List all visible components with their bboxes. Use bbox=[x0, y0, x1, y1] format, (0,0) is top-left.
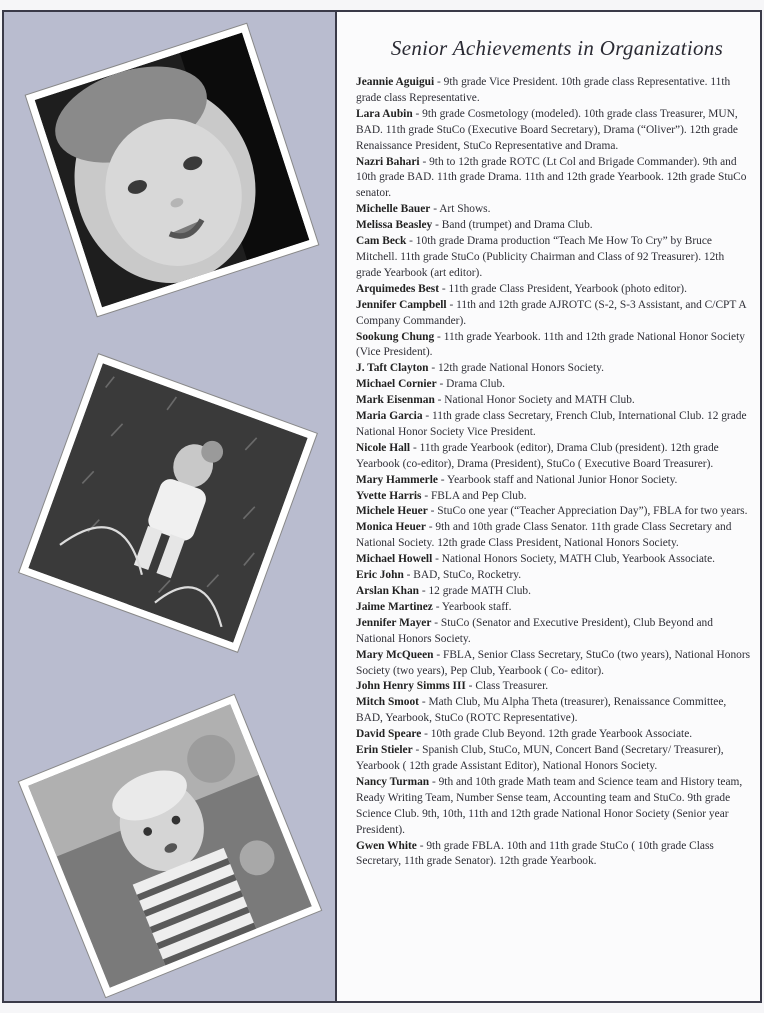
student-name: Monica Heuer bbox=[356, 521, 426, 534]
achievements-list bbox=[346, 75, 756, 870]
achievement-text: - 11th grade Yearbook (editor), Drama Club (president). 12th grade Yearbook (co-editor), Drama (President), StuCo ( Executive Board Treasurer). bbox=[356, 441, 719, 470]
achievements-column bbox=[346, 22, 756, 997]
achievement-entry bbox=[356, 218, 752, 234]
toddler-on-grass-image bbox=[28, 363, 307, 642]
student-name: John Henry Simms III bbox=[356, 680, 466, 693]
achievement-entry bbox=[356, 409, 752, 441]
achievement-entry bbox=[356, 377, 752, 393]
achievement-entry bbox=[356, 473, 752, 489]
achievement-text: - FBLA and Pep Club. bbox=[421, 489, 527, 502]
student-name: Jennifer Mayer bbox=[356, 616, 432, 629]
achievement-text: - 12 grade MATH Club. bbox=[418, 585, 531, 597]
student-name: Nancy Turman bbox=[356, 775, 430, 788]
student-name: Gwen White bbox=[356, 839, 417, 852]
achievement-text: - Spanish Club, StuCo, MUN, Concert Band (Secretary/ Treasurer), Yearbook ( 12th grade Assistant Editor), National Honors Society. bbox=[356, 744, 724, 772]
achievement-text: - 9th grade FBLA. 10th and 11th grade StuCo ( 10th grade Class Secretary, 11th grade Senator). 12th grade Yearbook. bbox=[356, 839, 714, 868]
baby-photo-1 bbox=[26, 24, 318, 316]
achievement-entry bbox=[356, 568, 752, 584]
student-name: David Speare bbox=[356, 728, 422, 741]
achievement-text: - Yearbook staff and National Junior Honor Society. bbox=[437, 473, 678, 486]
achievement-entry bbox=[356, 107, 752, 155]
achievement-text: - BAD, StuCo, Rocketry. bbox=[403, 569, 522, 582]
achievement-text: - FBLA, Senior Class Secretary, StuCo (two years), National Honors Society (two years), Pep Club, Yearbook ( Co- editor). bbox=[356, 648, 751, 677]
achievement-text: - 9th grade Vice President. 10th grade class Representative. 11th grade class Representative. bbox=[356, 76, 731, 104]
achievement-entry bbox=[356, 504, 752, 520]
baby-face-closeup-image bbox=[35, 33, 310, 308]
achievement-text: - 11th and 12th grade AJROTC (S-2, S-3 Assistant, and C/CPT A Company Commander). bbox=[356, 298, 746, 327]
toddler-striped-shirt-image bbox=[28, 704, 312, 988]
achievement-text: - 9th grade Cosmetology (modeled). 10th grade class Treasurer, MUN, BAD. 11th grade StuCo (Executive Board Secretary), Drama (“Oliver”). 12th grade Renaissance President, StuCo Representative and Drama. bbox=[356, 107, 738, 152]
achievement-text: - 11th grade Yearbook. 11th and 12th grade National Honor Society (Vice President). bbox=[356, 330, 745, 359]
achievement-entry bbox=[356, 600, 752, 616]
achievement-entry bbox=[356, 361, 752, 377]
student-name: Jaime Martinez bbox=[356, 600, 433, 613]
student-name: Mark Eisenman bbox=[356, 394, 435, 407]
student-name: Melissa Beasley bbox=[356, 219, 433, 232]
student-name: Yvette Harris bbox=[356, 489, 422, 502]
student-name: Sookung Chung bbox=[356, 330, 435, 343]
student-name: Jeannie Aguigui bbox=[356, 76, 435, 88]
achievement-text: - 9th to 12th grade ROTC (Lt Col and Brigade Commander). 9th and 10th grade BAD. 11th grade Drama. 11th and 12th grade Yearbook. 12th grade StuCo senator. bbox=[356, 155, 747, 200]
achievement-entry bbox=[356, 441, 752, 473]
achievement-text: - 9th and 10th grade Class Senator. 11th grade Class Secretary and National Society. 12th grade Class President, National Honors Society. bbox=[356, 521, 732, 550]
baby-photo-2 bbox=[19, 354, 316, 651]
student-name: Jennifer Campbell bbox=[356, 298, 447, 311]
student-name: Michael Howell bbox=[356, 553, 433, 566]
achievement-text: - Drama Club. bbox=[436, 378, 505, 391]
achievement-entry bbox=[356, 695, 752, 727]
student-name: J. Taft Clayton bbox=[356, 362, 429, 375]
achievement-entry bbox=[356, 839, 752, 871]
achievement-entry bbox=[356, 298, 752, 330]
achievement-text: - National Honors Society, MATH Club, Yearbook Associate. bbox=[432, 553, 715, 566]
student-name: Michael Cornier bbox=[356, 378, 437, 391]
student-name: Mitch Smoot bbox=[356, 696, 419, 709]
achievement-entry bbox=[356, 743, 752, 775]
student-name: Nicole Hall bbox=[356, 441, 411, 454]
photo-column bbox=[4, 12, 337, 1001]
achievement-entry bbox=[356, 330, 752, 362]
achievement-text: - StuCo one year (“Teacher Appreciation Day”), FBLA for two years. bbox=[427, 505, 748, 518]
achievement-entry bbox=[356, 775, 752, 839]
achievement-entry bbox=[356, 520, 752, 552]
achievement-entry bbox=[356, 552, 752, 568]
student-name: Lara Aubin bbox=[356, 107, 413, 120]
student-name: Eric John bbox=[356, 569, 404, 582]
student-name: Mary McQueen bbox=[356, 648, 434, 661]
achievement-text: - Math Club, Mu Alpha Theta (treasurer), Renaissance Committee, BAD, Yearbook, StuCo (ROTC Representative). bbox=[356, 696, 727, 725]
baby-photo-3 bbox=[19, 695, 321, 997]
student-name: Michele Heuer bbox=[356, 505, 428, 518]
achievement-entry bbox=[356, 584, 752, 600]
achievement-text: - 10th grade Drama production “Teach Me How To Cry” by Bruce Mitchell. 11th grade StuCo (Publicity Chairman and Class of 92 Treasurer). 12th grade Yearbook (art editor). bbox=[356, 235, 725, 279]
student-name: Michelle Bauer bbox=[356, 203, 431, 216]
achievement-text: - Yearbook staff. bbox=[432, 600, 512, 613]
achievement-entry bbox=[356, 234, 752, 282]
achievement-text: - 9th and 10th grade Math team and Science team and History team, Ready Writing Team, Number Sense team, Accounting team and StuCo. 9th grade Science Club. 9th, 10th, 11th and 12th grade National Honor Society (Senior year President). bbox=[356, 775, 743, 836]
achievement-entry bbox=[356, 202, 752, 218]
student-name: Erin Stieler bbox=[356, 744, 413, 757]
achievement-entry bbox=[356, 648, 752, 680]
achievement-text: - 11th grade Class President, Yearbook (photo editor). bbox=[439, 282, 687, 295]
achievement-text: - 11th grade class Secretary, French Club, International Club. 12 grade National Honor Society Vice President. bbox=[356, 410, 747, 438]
achievement-text: - National Honor Society and MATH Club. bbox=[434, 394, 635, 407]
achievement-entry bbox=[356, 616, 752, 648]
achievement-text: - Art Shows. bbox=[430, 203, 491, 216]
student-name: Mary Hammerle bbox=[356, 473, 438, 486]
student-name: Cam Beck bbox=[356, 235, 407, 248]
achievement-text: - 10th grade Club Beyond. 12th grade Yearbook Associate. bbox=[421, 728, 693, 741]
student-name: Arquimedes Best bbox=[356, 282, 440, 295]
achievement-text: - StuCo (Senator and Executive President), Club Beyond and National Honors Society. bbox=[356, 616, 713, 645]
achievement-entry bbox=[356, 282, 752, 298]
achievement-entry bbox=[356, 155, 752, 203]
achievement-text: - 12th grade National Honors Society. bbox=[428, 362, 604, 375]
student-name: Maria Garcia bbox=[356, 410, 423, 423]
achievement-entry bbox=[356, 75, 752, 107]
achievement-text: - Band (trumpet) and Drama Club. bbox=[432, 219, 593, 232]
achievement-text: - Class Treasurer. bbox=[465, 680, 549, 693]
student-name: Nazri Bahari bbox=[356, 155, 420, 168]
achievement-entry bbox=[356, 489, 752, 505]
student-name: Arslan Khan bbox=[356, 585, 419, 597]
page-title: Senior Achievements in Organizations bbox=[390, 36, 724, 60]
achievement-entry bbox=[356, 393, 752, 409]
achievement-entry bbox=[356, 679, 752, 695]
achievement-entry bbox=[356, 727, 752, 743]
